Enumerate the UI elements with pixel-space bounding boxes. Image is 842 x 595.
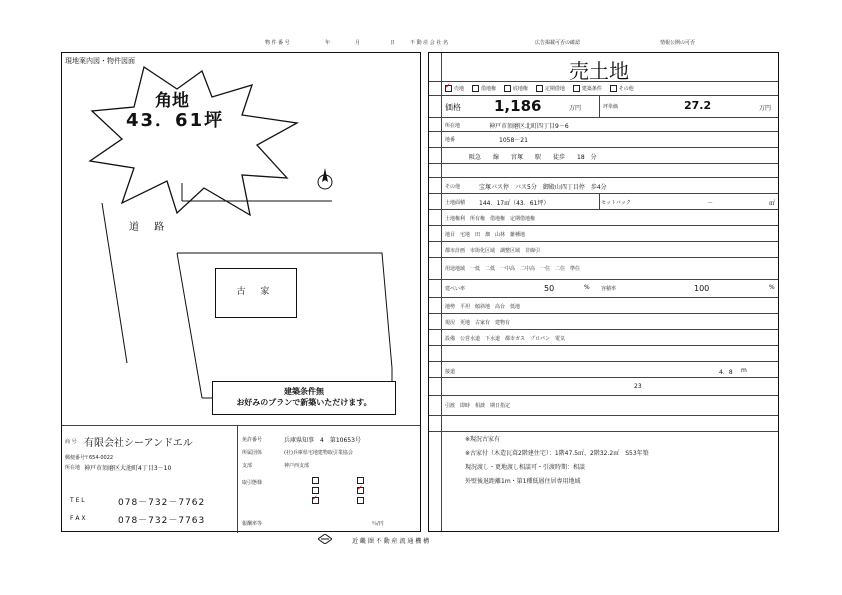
tsubo-price-unit: 万円 bbox=[759, 105, 772, 112]
road-width: 4．8 bbox=[719, 369, 733, 376]
license-label: 免許番号 bbox=[242, 437, 263, 443]
road-label: 接道 bbox=[445, 369, 456, 375]
day-label: 日 bbox=[390, 40, 396, 46]
ad-permission-label: 広告掲載可否の確認 bbox=[535, 40, 581, 46]
tel-label: T E L bbox=[70, 497, 85, 504]
property-number-label: 物 件 番 号 bbox=[265, 40, 290, 46]
burst-corner-text: 角地 bbox=[155, 91, 189, 111]
col-line bbox=[599, 193, 600, 209]
remark-line-0: ※現況古家有 bbox=[465, 436, 501, 443]
fax-label: F A X bbox=[70, 515, 86, 522]
setback-label: セットバック bbox=[601, 200, 631, 206]
option-row-4: 地勢 平坦 傾斜地 高台 低地 bbox=[445, 304, 521, 310]
info-disclosure-label: 情報公開の可否 bbox=[660, 40, 696, 46]
row-line bbox=[429, 163, 778, 164]
burst-area-text: 43．61坪 bbox=[126, 110, 225, 131]
option-row-0: 土地権利 所有権 借地権 定期借地権 bbox=[445, 216, 536, 222]
deal-type-label: 取引態様 bbox=[242, 480, 263, 486]
building-note-line2: お好みのプランで新築いただけます。 bbox=[236, 398, 372, 407]
company-label: 商 号 bbox=[65, 439, 77, 445]
kenpei-label: 建ぺい率 bbox=[445, 286, 466, 292]
tsubo-price-label: 坪単価 bbox=[603, 104, 619, 110]
setback-unit: ㎡ bbox=[769, 200, 776, 207]
col-line bbox=[599, 95, 600, 117]
option-row-1: 地目 宅地 田 畑 山林 雑種地 bbox=[445, 232, 526, 238]
association-label: 所属団体 bbox=[242, 450, 263, 456]
row-line bbox=[429, 415, 778, 416]
building-note-line1: 建築条件無 bbox=[284, 387, 324, 396]
lot-label: 地番 bbox=[445, 137, 456, 143]
option-row-2: 都市計画 市街化区域 調整区域 非線引 bbox=[445, 248, 541, 254]
kenpei-value: 50 bbox=[544, 284, 555, 293]
remark-line-2: 現況渡し・更地渡し相談可・引渡時期：相談 bbox=[465, 464, 586, 471]
row-line bbox=[429, 361, 778, 362]
bus-label: その他 bbox=[445, 184, 461, 190]
row-line bbox=[429, 95, 778, 96]
map-title: 現地案内図・物件図面 bbox=[65, 57, 135, 65]
map-panel bbox=[61, 52, 421, 532]
row-line bbox=[429, 209, 778, 210]
area-label: 土地面積 bbox=[445, 200, 466, 206]
type-checkboxes: ✓売地 借地権 底地権 定期借地 建築条件 その他 bbox=[445, 85, 634, 92]
branch-label: 支部 bbox=[242, 463, 253, 469]
option-row-5: 現況 更地 古家有 建物有 bbox=[445, 320, 511, 326]
deal-checkbox-1[interactable] bbox=[312, 477, 319, 484]
option-row-6: 設備 公営水道 下水道 都市ガス プロパン 電気 bbox=[445, 336, 566, 342]
zip-label: 郵便番号 bbox=[65, 455, 86, 461]
old-house-box bbox=[215, 268, 297, 318]
remarks bbox=[465, 434, 775, 485]
location-value: 神戸市須磨区北町四丁目9－6 bbox=[489, 123, 569, 130]
row-line bbox=[429, 241, 778, 242]
footer-organization: 近 畿 圏 不 動 産 流 通 機 構 bbox=[352, 538, 430, 545]
row-line bbox=[429, 225, 778, 226]
month-label: 月 bbox=[355, 40, 361, 46]
row-line bbox=[429, 257, 778, 258]
road-unit: m bbox=[741, 367, 747, 374]
sheet-title: 売土地 bbox=[569, 59, 629, 83]
youseki-value: 100 bbox=[694, 284, 710, 293]
row-line bbox=[429, 177, 778, 178]
address-label: 所在地 bbox=[65, 465, 81, 471]
price-label: 価格 bbox=[445, 103, 461, 112]
company-name: 有限会社シーアンドエル bbox=[84, 438, 193, 449]
option-row-7: 引渡 即時 相談 期日指定 bbox=[445, 403, 511, 409]
row-line bbox=[429, 377, 778, 378]
company-vdivider bbox=[237, 425, 238, 533]
deal-checkbox-5[interactable] bbox=[357, 487, 364, 494]
property-sheet bbox=[428, 52, 779, 532]
row-line bbox=[429, 395, 778, 396]
row-line bbox=[429, 345, 778, 346]
row-line bbox=[429, 329, 778, 330]
fee-value: ％/円 bbox=[372, 521, 384, 527]
zip-value: 〒654-0022 bbox=[84, 455, 114, 461]
company-name-header: 不 動 産 会 社 名 bbox=[410, 40, 448, 46]
row-line bbox=[429, 297, 778, 298]
organization-logo-icon bbox=[318, 534, 332, 544]
license-value: 兵庫県知事 4 第10653号 bbox=[284, 437, 361, 444]
option-row-3: 用途地域 一低 二低 一中高 二中高 一住 二住 準住 bbox=[445, 266, 581, 272]
branch-value: 神戸西支部 bbox=[284, 463, 310, 469]
row-line bbox=[429, 431, 778, 432]
tsubo-price-value: 27.2 bbox=[684, 99, 712, 112]
fax-value: 078－732－7763 bbox=[118, 516, 206, 526]
row-line bbox=[429, 147, 778, 148]
old-house-label: 古 家 bbox=[236, 287, 276, 297]
price-unit: 万円 bbox=[569, 105, 582, 112]
year-label: 年 bbox=[325, 40, 331, 46]
traffic-line: 阪急 線 宮塚 駅 徒歩 18 分 bbox=[469, 154, 597, 161]
row-line bbox=[429, 313, 778, 314]
area-value: 144．17㎡（43．61坪） bbox=[479, 200, 550, 207]
deal-checkbox-2[interactable] bbox=[312, 487, 319, 494]
association-value: (社)兵庫県宅地建物取引業協会 bbox=[284, 450, 353, 456]
lot-value: 1058－21 bbox=[499, 137, 528, 144]
row-line bbox=[429, 279, 778, 280]
setback-value: － bbox=[707, 200, 714, 207]
row-line bbox=[429, 81, 778, 82]
building-note bbox=[212, 381, 396, 415]
deal-checkbox-4[interactable] bbox=[357, 477, 364, 484]
deal-checkbox-6[interactable] bbox=[357, 497, 364, 504]
kenpei-pct: % bbox=[584, 284, 590, 291]
road-label: 道 路 bbox=[129, 222, 171, 233]
youseki-pct: % bbox=[769, 284, 775, 291]
tel-value: 078－732－7762 bbox=[118, 498, 206, 508]
company-divider bbox=[62, 425, 420, 426]
remark-line-3: 外壁後退距離1m・第1種低層住居専用地域 bbox=[465, 478, 581, 485]
row-line bbox=[429, 117, 778, 118]
location-label: 所在地 bbox=[445, 123, 461, 129]
remark-line-1: ※古家付（木造瓦葺2階建住宅）：1階47.5㎡、2階32.2㎡ S53年築 bbox=[465, 450, 649, 457]
fee-label: 報酬率等 bbox=[242, 521, 263, 527]
frontage-value: 23 bbox=[634, 383, 642, 390]
address-value: 神戸市須磨区大池町4丁目3－10 bbox=[84, 465, 172, 472]
row-line bbox=[429, 131, 778, 132]
youseki-label: 容積率 bbox=[601, 286, 617, 292]
deal-checkbox-3[interactable] bbox=[312, 497, 319, 504]
price-value: 1,186 bbox=[494, 97, 542, 115]
sheet-side-column bbox=[429, 53, 442, 531]
deal-type-checkboxes bbox=[262, 473, 412, 513]
bus-value: 宝塚バス停 バス5分 御殿山四丁目停 歩4分 bbox=[479, 184, 607, 191]
row-line bbox=[429, 193, 778, 194]
